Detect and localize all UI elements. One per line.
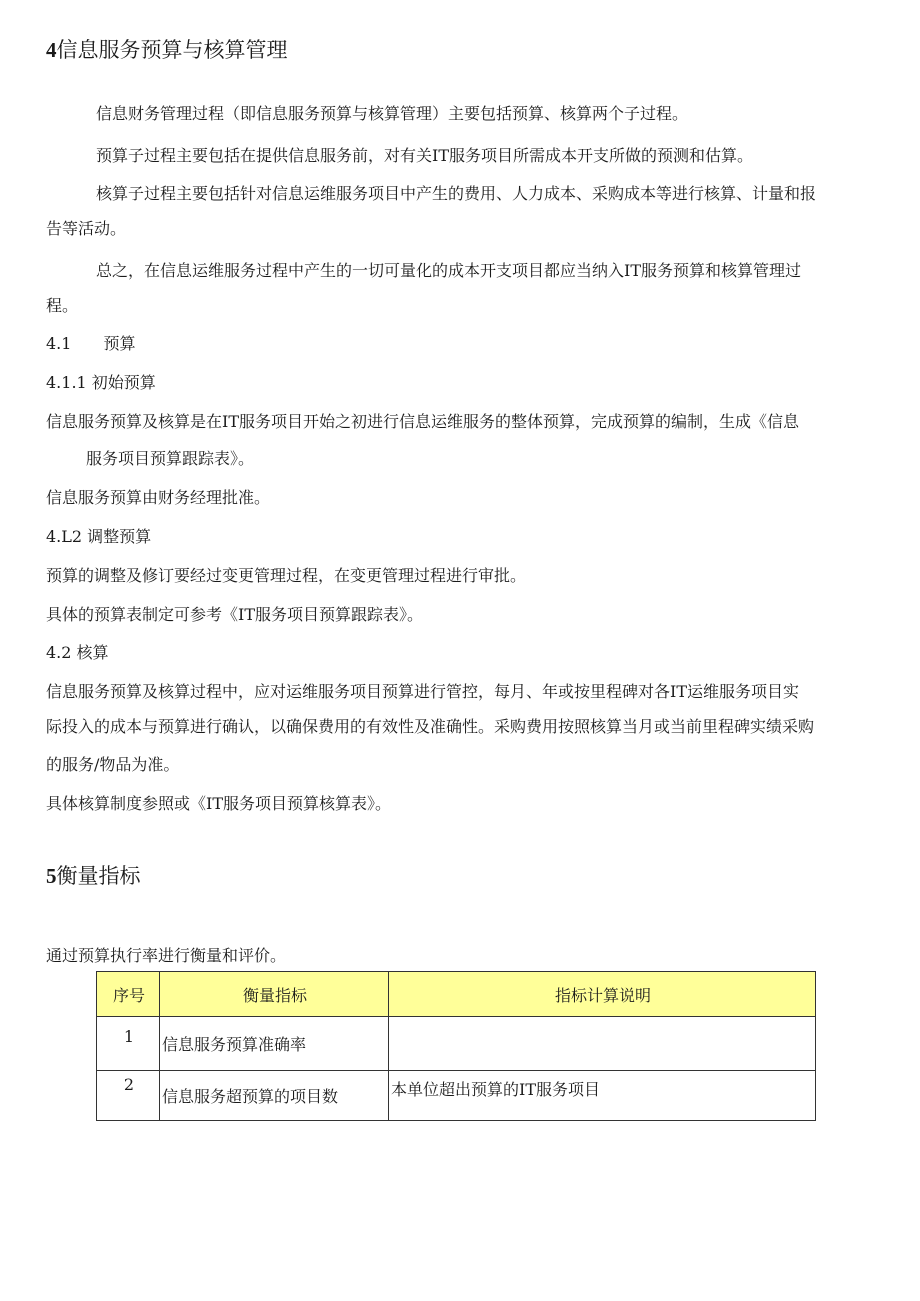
subsection-4-2-heading: 4.2 核算 <box>46 643 109 662</box>
paragraph: 具体核算制度参照或《IT服务项目预算核算表》。 <box>46 794 391 813</box>
section5-heading <box>46 862 141 890</box>
paragraph-continuation: 告等活动。 <box>46 219 127 238</box>
subsection-4-1-2-heading: 4.L2 调整预算 <box>46 527 152 546</box>
paragraph-continuation: 程。 <box>46 296 79 315</box>
table-cell-description: 本单位超出预算的IT服务项目 <box>389 1071 816 1121</box>
section5-title: 衡量指标 <box>56 864 141 888</box>
table-header-cell: 指标计算说明 <box>389 972 816 1017</box>
paragraph-continuation: 服务项目预算跟踪表》。 <box>86 449 255 468</box>
section5-number: 5 <box>46 864 57 888</box>
paragraph: 信息服务预算及核算是在IT服务项目开始之初进行信息运维服务的整体预算，完成预算的编制，生成《信息 <box>46 412 799 431</box>
paragraph-continuation: 的服务/物品为准。 <box>46 755 180 774</box>
table-row <box>97 1017 816 1071</box>
table-cell-metric: 信息服务超预算的项目数 <box>160 1071 389 1121</box>
section4-heading <box>46 36 288 64</box>
table-row <box>97 1071 816 1121</box>
table-header-row <box>97 972 816 1017</box>
table-cell-metric: 信息服务预算准确率 <box>160 1017 389 1071</box>
paragraph: 预算的调整及修订要经过变更管理过程，在变更管理过程进行审批。 <box>46 566 527 585</box>
paragraph: 通过预算执行率进行衡量和评价。 <box>46 946 287 965</box>
paragraph-continuation: 际投入的成本与预算进行确认，以确保费用的有效性及准确性。采购费用按照核算当月或当前里程碑实绩采购 <box>46 717 815 736</box>
paragraph: 预算子过程主要包括在提供信息服务前，对有关IT服务项目所需成本开支所做的预测和估算。 <box>96 146 753 165</box>
table-header-cell: 序号 <box>97 972 160 1017</box>
table-header-cell: 衡量指标 <box>160 972 389 1017</box>
section4-number: 4 <box>46 38 57 62</box>
paragraph: 总之，在信息运维服务过程中产生的一切可量化的成本开支项目都应当纳入IT服务预算和核算管理过 <box>96 261 801 280</box>
section4-title: 信息服务预算与核算管理 <box>56 38 288 62</box>
paragraph: 信息财务管理过程（即信息服务预算与核算管理）主要包括预算、核算两个子过程。 <box>96 104 689 123</box>
paragraph: 信息服务预算由财务经理批准。 <box>46 488 271 507</box>
metrics-table <box>96 971 816 1121</box>
table-cell-description <box>389 1017 816 1071</box>
subsection-4-1-1-heading: 4.1.1 初始预算 <box>46 373 156 392</box>
paragraph: 信息服务预算及核算过程中，应对运维服务项目预算进行管控，每月、年或按里程碑对各IT运维服务项目实 <box>46 682 799 701</box>
table-cell-index: 1 <box>97 1017 160 1071</box>
subsection-4-1-heading: 4.1 预算 <box>46 334 136 353</box>
paragraph: 核算子过程主要包括针对信息运维服务项目中产生的费用、人力成本、采购成本等进行核算、计量和报 <box>96 184 817 203</box>
table-cell-index: 2 <box>97 1071 160 1121</box>
paragraph: 具体的预算表制定可参考《IT服务项目预算跟踪表》。 <box>46 605 423 624</box>
